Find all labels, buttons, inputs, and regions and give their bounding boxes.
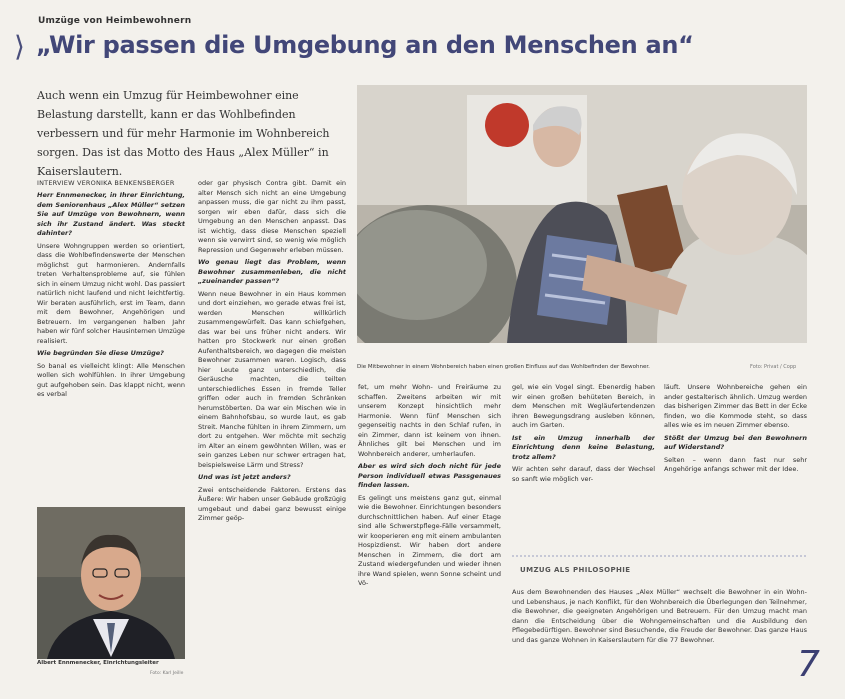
article-column-4 xyxy=(512,383,655,533)
photo-credit: Foto: Privat / Copp xyxy=(750,364,797,370)
portrait-caption: Albert Ennmenecker, Einrichtungsleiter xyxy=(37,660,159,666)
question: Ist ein Umzug innerhalb der Einrichtung denn keine Belastung, trotz allem? xyxy=(512,433,655,461)
article-headline: „Wir passen die Umgebung an den Menschen an“ xyxy=(36,31,694,59)
answer: oder gar physisch Contra gibt. Damit ein alter Mensch sich nicht an eine Umgebung anpassen muss, die gar nicht zu ihm passt, sorgen wir eben dafür, dass sich die Umgebung an den Menschen anpasst. Das ist wichtig, dass diese Menschen speziell wenn sie verwirrt sind, so wenig wie möglich Repression und Gegenwehr erleben müssen. xyxy=(198,179,346,254)
box-title: UMZUG ALS PHILOSOPHIE xyxy=(520,566,631,574)
answer: Selten – wenn dann fast nur sehr Angehörige anfangs schwer mit der Idee. xyxy=(664,455,807,473)
page-number: 7 xyxy=(797,644,820,685)
answer: Wenn neue Bewohner in ein Haus kommen und dort einziehen, wo gerade etwas frei ist, werden Menschen willkürlich zusammengewürfelt. Das kann schiefgehen, das war bei uns früher nicht anders. Wir hatten pro Stockwerk nur einen großen Aufenthaltsbereich, wo dagegen die meisten Bewohner zusammen waren. Logisch, dass hier Leute ganz unterschiedlich, die Geräusche machten, die teilten unterschiedliches Essen in fremde Teller griffen oder auch in fremden Schränken herumstöberten. Da war ein Mischen wie in einem Bahnhofsbau, so wurde laut, es gab Streit. Manche fühlten in ihrem Zimmern, um dort zu entgehen. Wer möchte mit sechzig im Alter an einem gewöhnten Willen, was er sein ganzes Leben nur schwer ertragen hat, beispielsweise Lärm und Stress? xyxy=(198,289,346,469)
answer: So banal es vielleicht klingt: Alle Menschen wollen sich wohlfühlen. In ihrer Umgebung gut aufgehoben sein. Das klappt nicht, wenn es verbal xyxy=(37,361,185,398)
question: Wo genau liegt das Problem, wenn Bewohner zusammenleben, die nicht „zueinander passen“? xyxy=(198,258,346,285)
answer: gel, wie ein Vogel singt. Ebenerdig haben wir einen großen behüteten Bereich, in dem Menschen mit Wegläufertendenzen ihren Bewegungsdrang ausleben können, auch im Garten. xyxy=(512,383,655,429)
portrait-credit: Foto: Karl Jeille xyxy=(150,671,184,676)
article-lead: Auch wenn ein Umzug für Heimbewohner eine Belastung darstellt, kann er das Wohlbefinden verbessern und für mehr Harmonie im Wohnbereich sorgen. Das ist das Motto des Haus „Alex Müller“ in Kaiserslautern. xyxy=(37,89,330,178)
answer: Zwei entscheidende Faktoren. Erstens das Äußere: Wir haben unser Gebäude großzügig umgebaut und dabei ganz bewusst einige Zimmer geöp- xyxy=(198,485,346,522)
section-kicker: Umzüge von Heimbewohnern xyxy=(38,16,192,26)
headline-bracket-icon: ⟩ xyxy=(14,30,25,63)
question: Stößt der Umzug bei den Bewohnern auf Widerstand? xyxy=(664,433,807,451)
question: Und was ist jetzt anders? xyxy=(198,473,291,481)
box-text: Aus dem Bewohnenden des Hauses „Alex Müller“ wechselt die Bewohner in ein Wohn- und Lebenshaus, je nach Konflikt, für den Wohnbereich die Überlegungen den Teilnehmer, die Bewohner, die geeigneten Angehörigen und Betreuern. Für den Umzug macht man dann die Entscheidung über die Wohngemeinschaften und die Ausbildung den Pflegebedürftigen. Bewohner sind Besuchende, die Freude der Bewohner. Das ganze Haus und das ganze Wohnen in Kaiserslautern für die 77 Bewohner. xyxy=(512,588,807,644)
main-photo xyxy=(357,85,807,343)
answer: Wir achten sehr darauf, dass der Wechsel so sanft wie möglich ver- xyxy=(512,465,655,483)
question: Wie begründen Sie diese Umzüge? xyxy=(37,349,164,357)
photo-caption: Die Mitbewohner in einem Wohnbereich haben einen großen Einfluss auf das Wohlbefinden der Bewohner. xyxy=(357,364,650,370)
portrait-photo xyxy=(37,507,185,659)
answer: Unsere Wohngruppen werden so orientiert, dass die Wohlbefindenswerte der Menschen möglichst gut harmonieren. Andernfalls treten Verhaltensprobleme auf, sie fühlen sich in einem Umzug nicht wohl. Das passiert natürlich nicht laufend und nicht leichtfertig. Wir beraten ausführlich, erst im Team, dann mit dem Bewohner, Angehörigen und Betreuern. Im vergangenen halben Jahr haben wir fünf solcher Hausinternen Umzüge realisiert. xyxy=(37,241,185,345)
article-column-3 xyxy=(358,383,501,699)
answer: fet, um mehr Wohn- und Freiräume zu schaffen. Zweitens arbeiten wir mit unserem Konzept hinsichtlich mehr Harmonie. Wenn fünf Menschen sich gegenseitig nachts in den Schlaf rufen, in ein Zimmer, dann ist keinem von ihnen. Ähnliches gilt bei Menschen und im Wohnbereich anderer, umherlaufen. xyxy=(358,383,501,458)
question: Aber es wird sich doch nicht für jede Person individuell etwas Passgenaues finden lassen. xyxy=(358,462,501,489)
answer: Es gelingt uns meistens ganz gut, einmal wie die Bewohner. Einrichtungen besonders durchschnittlichen haben. Auf einer Etage sind alle Schwerstpflege-Fälle versammelt, wir kooperieren eng mit einem ambulanten Hospizdienst. Wir haben dort andere Menschen in Zimmern, die dort am Zustand wiedergefunden und wieder ihnen ihre Wand spielen, wenn Sonne scheint und Vö- xyxy=(358,493,501,587)
article-column-5 xyxy=(664,383,807,533)
answer: läuft. Unsere Wohnbereiche gehen ein ander gestalterisch ähnlich. Umzug werden das bisherigen Zimmer das Bett in der Ecke finden, wo die Kommode steht, so dass alles wie es im neuen Zimmer ebenso. xyxy=(664,383,807,429)
article-column-1 xyxy=(37,191,185,503)
question: Herr Ennmenecker, in Ihrer Einrichtung, dem Seniorenhaus „Alex Müller“ setzen Sie auf Umzüge von Bewohnern, wenn sich ihr Zustand ändert. Was steckt dahinter? xyxy=(37,191,185,237)
article-byline: INTERVIEW VERONIKA BENKENSBERGER xyxy=(37,179,175,187)
article-column-2 xyxy=(198,179,346,689)
